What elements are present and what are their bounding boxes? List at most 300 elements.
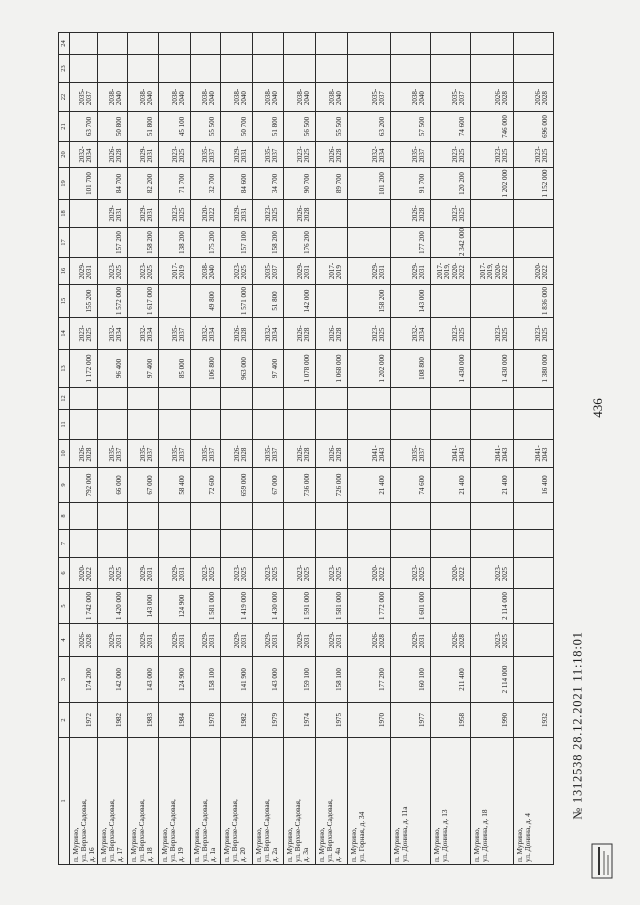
- cell-value: [202, 205, 217, 221]
- address-cell: п. Мурино, ул. Верхне-Садовая, д. 20: [221, 738, 253, 865]
- cell-value-line: 2028: [335, 327, 344, 342]
- cell-value-line: 2020-: [533, 262, 542, 280]
- data-table: [58, 32, 554, 865]
- cell-value: [452, 325, 467, 341]
- cell-value-line: 2023-: [493, 631, 502, 649]
- cell-col-11: [128, 410, 159, 440]
- cell-value: [535, 146, 550, 162]
- cell-value-line: 2029-: [107, 205, 116, 222]
- cell-col-16: [431, 258, 471, 285]
- cell-col-6: [391, 558, 431, 589]
- column-number-3: 3: [59, 657, 70, 703]
- cell-value-line: 2035-: [263, 445, 272, 462]
- cell-value: 143 000: [146, 668, 155, 691]
- cell-value-line: 2029-: [170, 564, 179, 582]
- cell-col-9: [70, 468, 98, 503]
- column-number-16: 16: [59, 258, 70, 285]
- cell-col-5: [253, 589, 284, 624]
- cell-col-5: [431, 589, 471, 624]
- capital-repair-table: [58, 33, 553, 865]
- cell-value: 1990: [501, 713, 510, 727]
- column-number-19: 19: [59, 168, 70, 200]
- cell-value: 72 600: [208, 475, 217, 495]
- cell-col-9: [253, 468, 284, 503]
- cell-col-7: [471, 530, 514, 558]
- cell-col-21: [70, 112, 98, 142]
- cell-col-6: [70, 558, 98, 589]
- cell-value: 2 342 000: [458, 228, 467, 256]
- cell-col-3: [191, 657, 221, 703]
- cell-value-line: 2026-: [232, 445, 241, 462]
- cell-col-5: [348, 589, 391, 624]
- cell-col-17: [431, 228, 471, 258]
- cell-col-21: [191, 112, 221, 142]
- cell-col-24: [348, 33, 391, 55]
- cell-col-2: [70, 703, 98, 738]
- cell-value: [140, 325, 155, 341]
- table-row: [98, 33, 128, 865]
- cell-col-22: [221, 83, 253, 112]
- cell-col-10: [98, 440, 128, 468]
- cell-col-18: [471, 200, 514, 228]
- cell-value-line: 2023-: [533, 146, 542, 163]
- cell-value: [372, 325, 387, 341]
- cell-value-line: 2025: [458, 327, 467, 342]
- column-number-11: 11: [59, 410, 70, 440]
- cell-value-line: 2031: [178, 567, 187, 582]
- cell-value-line: 2035-: [410, 146, 419, 163]
- cell-col-13: [98, 350, 128, 388]
- table-header: [59, 33, 70, 865]
- cell-col-3: [221, 657, 253, 703]
- cell-value: [109, 565, 124, 581]
- cell-value: 21 400: [378, 475, 387, 495]
- cell-value: 138 200: [178, 231, 187, 254]
- cell-col-18: [284, 200, 316, 228]
- cell-value: 160 100: [418, 668, 427, 691]
- cell-value: [234, 146, 249, 162]
- cell-col-15: [316, 285, 348, 318]
- cell-col-20: [284, 142, 316, 168]
- cell-col-16: [316, 258, 348, 285]
- cell-col-24: [253, 33, 284, 55]
- cell-value-line: 2019: [178, 265, 187, 280]
- cell-value: [79, 445, 94, 461]
- cell-col-24: [70, 33, 98, 55]
- cell-col-8: [70, 503, 98, 530]
- cell-col-14: [514, 318, 554, 350]
- cell-value: 56 500: [303, 116, 312, 137]
- cell-value-line: 2038-: [232, 88, 241, 106]
- cell-col-5: [316, 589, 348, 624]
- cell-value: 50 800: [115, 116, 124, 137]
- cell-col-3: [98, 657, 128, 703]
- cell-value-line: 2025: [335, 567, 344, 582]
- cell-col-11: [471, 410, 514, 440]
- cell-value: 21 400: [458, 475, 467, 495]
- column-number-6: 6: [59, 558, 70, 589]
- cell-col-18: [191, 200, 221, 228]
- cell-value: 158 100: [335, 668, 344, 691]
- cell-value: 1 430 000: [458, 354, 467, 383]
- cell-col-24: [191, 33, 221, 55]
- cell-value: 63 200: [378, 116, 387, 137]
- cell-value: [535, 325, 550, 341]
- cell-col-16: [128, 258, 159, 285]
- cell-value-line: 2031: [146, 148, 155, 163]
- cell-value-line: 2025: [458, 148, 467, 163]
- cell-value: [109, 205, 124, 221]
- cell-col-12: [98, 388, 128, 410]
- cell-col-20: [431, 142, 471, 168]
- cell-col-6: [471, 558, 514, 589]
- cell-value-line: 2022: [85, 567, 94, 582]
- cell-value-line: 2023-: [327, 564, 336, 582]
- cell-value-line: 2026-: [77, 631, 86, 649]
- cell-value-line: 2037: [271, 265, 280, 280]
- cell-value-line: 2032-: [138, 325, 147, 342]
- cell-col-7: [348, 530, 391, 558]
- cell-col-23: [431, 55, 471, 83]
- cell-value: 34 700: [271, 173, 280, 194]
- column-number-10: 10: [59, 440, 70, 468]
- cell-col-8: [159, 503, 191, 530]
- cell-col-16: [159, 258, 191, 285]
- cell-value-line: 2032-: [200, 325, 209, 342]
- cell-value: 176 200: [303, 231, 312, 254]
- cell-value-line: 2031: [115, 634, 124, 649]
- cell-value: 736 000: [303, 473, 312, 497]
- cell-col-3: [128, 657, 159, 703]
- cell-value-line: 2017-: [327, 262, 336, 280]
- cell-value: [140, 263, 155, 279]
- cell-col-7: [431, 530, 471, 558]
- cell-col-10: [253, 440, 284, 468]
- cell-col-24: [431, 33, 471, 55]
- cell-col-3: [348, 657, 391, 703]
- cell-value-line: 2032-: [410, 325, 419, 342]
- cell-value: [412, 146, 427, 162]
- cell-col-19: [70, 168, 98, 200]
- cell-value-line: 2037: [208, 148, 217, 163]
- cell-value-line: 2035-: [450, 88, 459, 106]
- cell-col-13: [159, 350, 191, 388]
- cell-value: [495, 89, 510, 105]
- cell-value-line: 2029-: [232, 631, 241, 649]
- cell-col-22: [471, 83, 514, 112]
- column-number-14: 14: [59, 318, 70, 350]
- cell-value: 726 000: [335, 473, 344, 497]
- cell-value: 1 572 000: [115, 287, 124, 315]
- cell-value-line: 2023-: [170, 205, 179, 222]
- cell-value-line: 2043: [501, 447, 510, 462]
- cell-col-3: [253, 657, 284, 703]
- cell-value: [265, 565, 280, 581]
- cell-value-line: 2031: [178, 634, 187, 649]
- cell-col-8: [431, 503, 471, 530]
- table-row: [159, 33, 191, 865]
- cell-value-line: 2023-: [232, 564, 241, 582]
- cell-value-line: 2037: [418, 447, 427, 462]
- cell-value-line: 2025: [458, 207, 467, 222]
- cell-col-13: [191, 350, 221, 388]
- cell-col-20: [514, 142, 554, 168]
- cell-value-line: 2028: [85, 447, 94, 462]
- cell-value: 1932: [541, 713, 550, 727]
- cell-value-line: 2023-: [263, 564, 272, 582]
- cell-col-16: [191, 258, 221, 285]
- cell-value-line: 2031: [240, 634, 249, 649]
- cell-value: 1 430 000: [271, 592, 280, 620]
- cell-value: [412, 263, 427, 279]
- cell-value-line: 2028: [115, 148, 124, 163]
- cell-value-line: 2028: [303, 207, 312, 222]
- cell-col-3: [431, 657, 471, 703]
- cell-value-line: 2028: [541, 91, 550, 106]
- cell-value: 746 000: [501, 115, 510, 138]
- cell-col-22: [98, 83, 128, 112]
- cell-col-11: [253, 410, 284, 440]
- address-cell: п. Мурино, ул. Донина, д. 18: [471, 738, 514, 865]
- cell-col-4: [431, 624, 471, 657]
- cell-col-7: [514, 530, 554, 558]
- cell-col-11: [159, 410, 191, 440]
- cell-col-16: [221, 258, 253, 285]
- cell-value: [437, 263, 467, 279]
- address-cell: п. Мурино, ул. Верхне-Садовая, д. 3а: [284, 738, 316, 865]
- cell-col-20: [159, 142, 191, 168]
- cell-col-3: [70, 657, 98, 703]
- cell-value: 142 000: [115, 668, 124, 691]
- cell-col-6: [348, 558, 391, 589]
- table-row: [514, 33, 554, 865]
- cell-value-line: 2023-: [107, 564, 116, 582]
- cell-value: [535, 89, 550, 105]
- cell-value-line: 2031: [146, 567, 155, 582]
- table-row: [191, 33, 221, 865]
- cell-col-24: [316, 33, 348, 55]
- cell-value: [372, 445, 387, 461]
- cell-value: 91 700: [418, 173, 427, 194]
- cell-value: [297, 445, 312, 461]
- cell-value: 158 100: [208, 668, 217, 691]
- cell-value: 1975: [335, 713, 344, 727]
- cell-value: [234, 565, 249, 581]
- registration-stamp-text: № 1312538 28.12.2021 11:18:01: [570, 631, 585, 820]
- cell-value-line: 2025: [501, 567, 510, 582]
- cell-col-9: [316, 468, 348, 503]
- cell-col-8: [316, 503, 348, 530]
- cell-value: [412, 89, 427, 105]
- cell-col-17: [284, 228, 316, 258]
- cell-value: 177 200: [378, 668, 387, 691]
- cell-value: 1 420 000: [115, 592, 124, 620]
- cell-value: 1977: [418, 713, 427, 727]
- cell-value-line: 2023-: [450, 146, 459, 163]
- cell-col-5: [514, 589, 554, 624]
- cell-value: [265, 205, 280, 221]
- cell-col-2: [191, 703, 221, 738]
- cell-value: [412, 445, 427, 461]
- cell-value: [140, 89, 155, 105]
- cell-value-line: 2026-: [107, 146, 116, 163]
- cell-col-18: [70, 200, 98, 228]
- cell-col-12: [391, 388, 431, 410]
- cell-value: 57 500: [418, 116, 427, 137]
- cell-value: 51 800: [146, 116, 155, 137]
- table-row: [221, 33, 253, 865]
- cell-col-24: [128, 33, 159, 55]
- cell-value: [480, 263, 510, 279]
- column-number-21: 21: [59, 112, 70, 142]
- cell-value-line: 2035-: [263, 146, 272, 163]
- cell-col-7: [159, 530, 191, 558]
- cell-col-10: [348, 440, 391, 468]
- cell-value-line: 2038-: [327, 88, 336, 106]
- cell-col-20: [191, 142, 221, 168]
- cell-col-22: [348, 83, 391, 112]
- cell-col-9: [128, 468, 159, 503]
- cell-value-line: 2025: [178, 148, 187, 163]
- cell-value-line: 2031: [208, 634, 217, 649]
- cell-value-line: 2029-: [77, 262, 86, 280]
- cell-col-10: [284, 440, 316, 468]
- cell-col-21: [514, 112, 554, 142]
- cell-value-line: 2034: [271, 327, 280, 342]
- cell-value-line: 2022: [458, 265, 467, 280]
- address-cell: п. Мурино, ул. Верхне-Садовая, д. 1а: [191, 738, 221, 865]
- cell-col-16: [70, 258, 98, 285]
- cell-value: 50 700: [240, 116, 249, 137]
- cell-value-line: 2026-: [77, 445, 86, 462]
- cell-value: [109, 632, 124, 648]
- cell-col-9: [431, 468, 471, 503]
- cell-col-23: [70, 55, 98, 83]
- cell-value: [234, 205, 249, 221]
- cell-value: 1 152 000: [541, 169, 550, 198]
- cell-col-9: [159, 468, 191, 503]
- cell-col-21: [391, 112, 431, 142]
- cell-col-17: [70, 228, 98, 258]
- cell-value: 51 800: [271, 291, 280, 311]
- cell-col-19: [221, 168, 253, 200]
- cell-value-line: 2026-: [295, 205, 304, 222]
- cell-value-line: 2035-: [410, 445, 419, 462]
- cell-col-22: [316, 83, 348, 112]
- cell-value: [234, 263, 249, 279]
- cell-value-line: 2038-: [138, 88, 147, 106]
- cell-col-11: [221, 410, 253, 440]
- column-number-17: 17: [59, 228, 70, 258]
- table-row: [70, 33, 98, 865]
- cell-col-14: [431, 318, 471, 350]
- cell-value: 696 000: [541, 115, 550, 138]
- cell-value-line: 2029-: [295, 631, 304, 649]
- cell-value: [452, 89, 467, 105]
- cell-col-17: [98, 228, 128, 258]
- cell-value: [297, 263, 312, 279]
- cell-value: 141 900: [240, 668, 249, 691]
- cell-col-18: [128, 200, 159, 228]
- cell-col-6: [221, 558, 253, 589]
- cell-value: 158 200: [271, 231, 280, 254]
- cell-value: [172, 146, 187, 162]
- cell-value: 74 600: [458, 116, 467, 137]
- cell-col-10: [431, 440, 471, 468]
- cell-value: [172, 445, 187, 461]
- cell-col-2: [128, 703, 159, 738]
- cell-value: [79, 263, 94, 279]
- cell-value-line: 2020-: [493, 262, 502, 280]
- cell-value-line: 2025: [303, 148, 312, 163]
- cell-col-7: [128, 530, 159, 558]
- cell-col-18: [221, 200, 253, 228]
- table-row: [128, 33, 159, 865]
- cell-value-line: 2034: [418, 327, 427, 342]
- cell-col-8: [98, 503, 128, 530]
- cell-col-23: [191, 55, 221, 83]
- cell-col-21: [159, 112, 191, 142]
- cell-col-21: [98, 112, 128, 142]
- cell-value-line: 2037: [418, 148, 427, 163]
- cell-value-line: 2035-: [107, 445, 116, 462]
- cell-value: [79, 565, 94, 581]
- cell-col-17: [159, 228, 191, 258]
- cell-value: [452, 445, 467, 461]
- cell-value-line: 2043: [541, 447, 550, 462]
- cell-value-line: 2031: [418, 265, 427, 280]
- cell-value: 124 900: [178, 594, 187, 618]
- cell-col-8: [348, 503, 391, 530]
- cell-value: [535, 445, 550, 461]
- cell-value: 16 400: [541, 475, 550, 495]
- cell-value: 1 742 000: [85, 592, 94, 620]
- address-cell: п. Мурино, ул. Донина, д. 11а: [391, 738, 431, 865]
- cell-col-14: [391, 318, 431, 350]
- cell-col-4: [221, 624, 253, 657]
- address-cell: п. Мурино, ул. Верхне-Садовая, д. 4а: [316, 738, 348, 865]
- cell-value: [234, 89, 249, 105]
- cell-value: [265, 325, 280, 341]
- cell-col-12: [159, 388, 191, 410]
- cell-value: 1 078 000: [303, 354, 312, 383]
- cell-value-line: 2026-: [295, 445, 304, 462]
- cell-value: 175 200: [208, 231, 217, 254]
- cell-value: [79, 325, 94, 341]
- cell-value: [452, 205, 467, 221]
- cell-value: [412, 205, 427, 221]
- cell-value: [265, 89, 280, 105]
- cell-value-line: 2040: [240, 91, 249, 106]
- cell-value-line: 2028: [240, 447, 249, 462]
- cell-col-7: [391, 530, 431, 558]
- cell-col-3: [159, 657, 191, 703]
- cell-value: [172, 205, 187, 221]
- cell-col-2: [431, 703, 471, 738]
- cell-value: 1970: [378, 713, 387, 727]
- cell-col-18: [98, 200, 128, 228]
- cell-col-13: [253, 350, 284, 388]
- column-number-24: 24: [59, 33, 70, 55]
- cell-value: [412, 632, 427, 648]
- cell-value: [495, 146, 510, 162]
- cell-value-line: 2031: [303, 265, 312, 280]
- cell-value-line: 2023-: [533, 325, 542, 342]
- cell-value: [372, 146, 387, 162]
- cell-col-6: [514, 558, 554, 589]
- cell-col-24: [98, 33, 128, 55]
- cell-value-line: 2023-: [450, 205, 459, 222]
